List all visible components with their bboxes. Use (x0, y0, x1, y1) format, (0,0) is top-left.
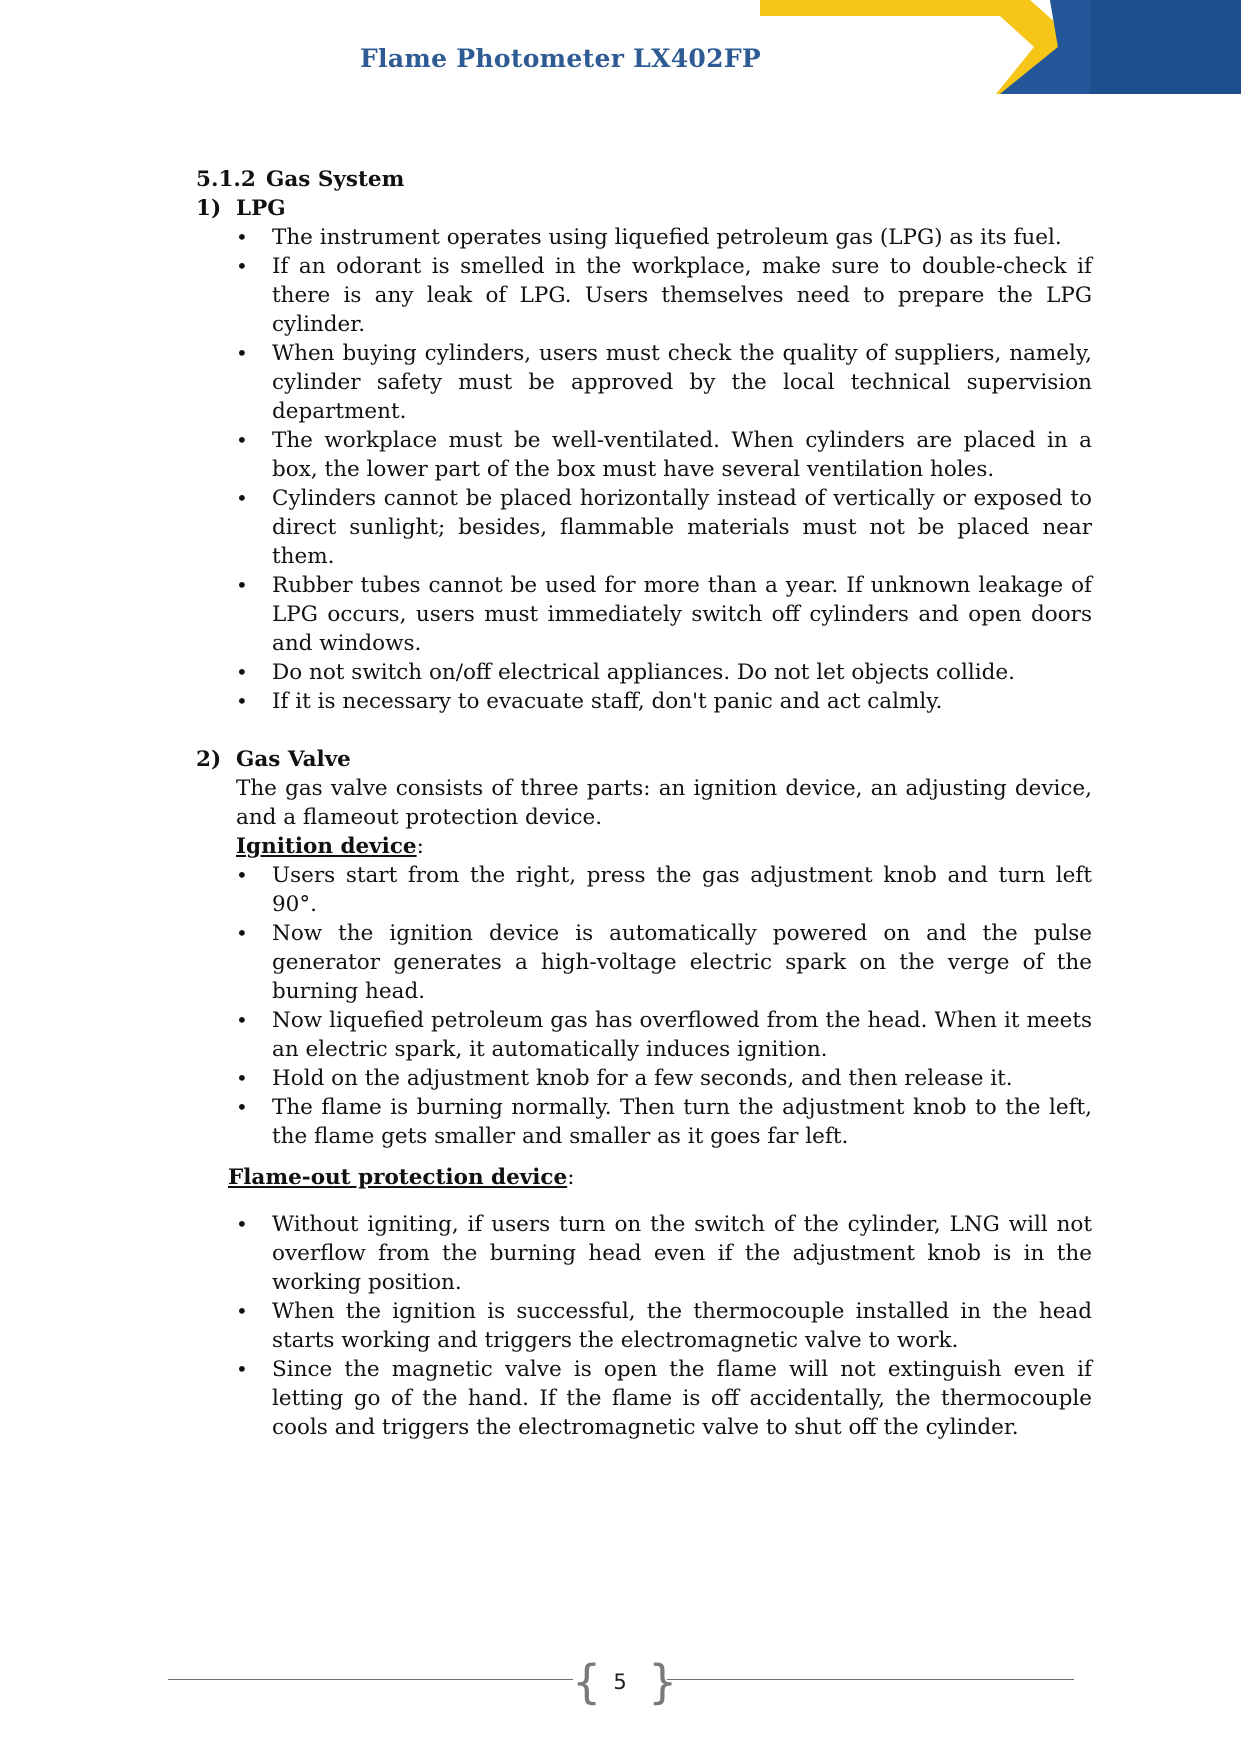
lpg-number: 1) (196, 196, 222, 221)
lpg-heading (196, 194, 1092, 223)
gas-valve-number: 2) (196, 747, 222, 772)
list-item: • When the ignition is successful, the thermocouple installed in the head starts working and triggers the electromagnetic valve to work. (272, 1297, 1092, 1355)
list-item: • Do not switch on/off electrical appliances. Do not let objects collide. (272, 658, 1092, 687)
lpg-title: LPG (236, 196, 286, 221)
list-item: • Users start from the right, press the gas adjustment knob and turn left 90°. (272, 861, 1092, 919)
page-number: 5 (613, 1670, 627, 1694)
gas-valve-heading (196, 745, 1092, 774)
list-item: • Hold on the adjustment knob for a few seconds, and then release it. (272, 1064, 1092, 1093)
lpg-bullet-list (196, 223, 1092, 716)
list-item: • Without igniting, if users turn on the switch of the cylinder, LNG will not overflow from the burning head even if the adjustment knob is in the working position. (272, 1210, 1092, 1297)
list-item: • The flame is burning normally. Then turn the adjustment knob to the left, the flame gets smaller and smaller as it goes far left. (272, 1093, 1092, 1151)
list-item: • If an odorant is smelled in the workplace, make sure to double-check if there is any leak of LPG. Users themselves need to prepare the LPG cylinder. (272, 252, 1092, 339)
list-item: • Since the magnetic valve is open the flame will not extinguish even if letting go of the hand. If the flame is off accidentally, the thermocouple cools and triggers the electromagnetic valve to shut off the cylinder. (272, 1355, 1092, 1442)
footer-bracket-left: { (572, 1655, 602, 1709)
section-number: 5.1.2 (196, 167, 256, 192)
section-title: Gas System (266, 167, 405, 192)
gas-valve-title: Gas Valve (236, 747, 351, 772)
list-item: • Cylinders cannot be placed horizontally instead of vertically or exposed to direct sunlight; besides, flammable materials must not be placed near them. (272, 484, 1092, 571)
flameout-bullet-list (196, 1210, 1092, 1442)
list-item: • Rubber tubes cannot be used for more than a year. If unknown leakage of LPG occurs, users must immediately switch off cylinders and open doors and windows. (272, 571, 1092, 658)
section-heading (196, 165, 1092, 194)
footer-bracket-right: } (648, 1655, 678, 1709)
flameout-heading: Flame-out protection device: (228, 1165, 575, 1190)
list-item: • The instrument operates using liquefied petroleum gas (LPG) as its fuel. (272, 223, 1092, 252)
footer-rule-left (168, 1679, 573, 1680)
gas-valve-intro: The gas valve consists of three parts: an ignition device, an adjusting device, and a flameout protection device. (236, 776, 1092, 830)
list-item: • Now liquefied petroleum gas has overflowed from the head. When it meets an electric spark, it automatically induces ignition. (272, 1006, 1092, 1064)
list-item: • Now the ignition device is automatically powered on and the pulse generator generates a high-voltage electric spark on the verge of the burning head. (272, 919, 1092, 1006)
list-item: • The workplace must be well-ventilated. When cylinders are placed in a box, the lower part of the box must have several ventilation holes. (272, 426, 1092, 484)
list-item: • When buying cylinders, users must check the quality of suppliers, namely, cylinder safety must be approved by the local technical supervision department. (272, 339, 1092, 426)
ignition-heading: Ignition device: (236, 834, 424, 859)
footer-rule-right (667, 1679, 1074, 1680)
list-item: • If it is necessary to evacuate staff, don't panic and act calmly. (272, 687, 1092, 716)
page-content (196, 165, 1092, 1442)
ignition-bullet-list (196, 861, 1092, 1151)
document-title: Flame Photometer LX402FP (360, 44, 761, 73)
